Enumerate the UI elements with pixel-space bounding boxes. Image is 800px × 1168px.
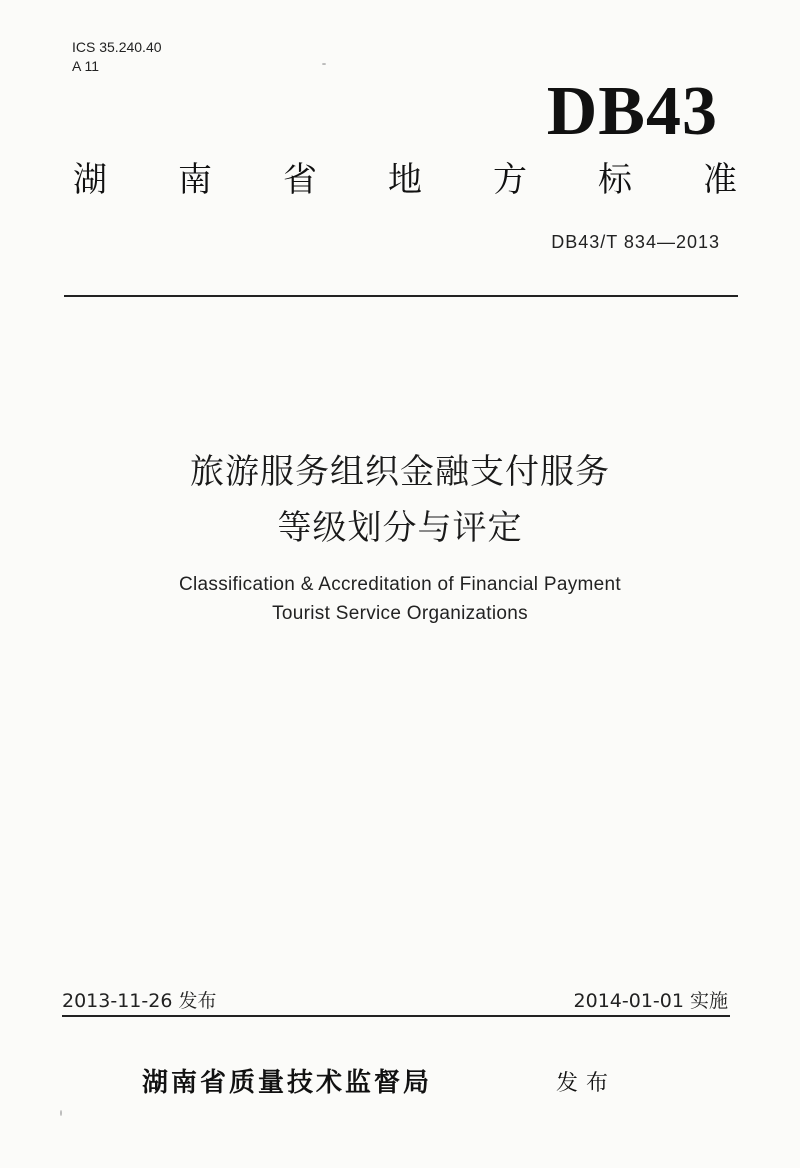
bottom-divider [62,1015,730,1017]
authority-char: 湖 [73,160,107,200]
authority-char: 方 [493,160,527,200]
issue-date: 2013-11-26 发布 [62,990,217,1012]
title-en-line-1: Classification & Accreditation of Financial Payment [179,574,621,595]
authority-char: 地 [388,160,422,200]
top-divider [64,295,738,297]
scan-speck [322,63,326,65]
authority-char: 准 [703,160,737,200]
publisher-suffix: 发布 [556,1071,617,1096]
publisher-name: 湖南省质量技术监督局 [142,1068,433,1098]
authority-char: 省 [283,160,317,200]
ics-code: ICS 35.240.40 [72,39,162,55]
authority-char: 南 [178,160,212,200]
classification-code: A 11 [72,58,99,74]
title-cn-line-1: 旅游服务组织金融支付服务 [190,452,610,492]
header-codes [72,38,162,76]
title-en-line-2: Tourist Service Organizations [272,603,528,624]
scan-speck [60,1110,62,1116]
standard-number: DB43/T 834—2013 [551,232,720,252]
db-code: DB43 [546,73,718,150]
title-cn-line-2: 等级划分与评定 [277,508,523,548]
authority-line [70,158,740,202]
implementation-date: 2014-01-01 实施 [573,990,728,1012]
authority-char: 标 [598,160,632,200]
